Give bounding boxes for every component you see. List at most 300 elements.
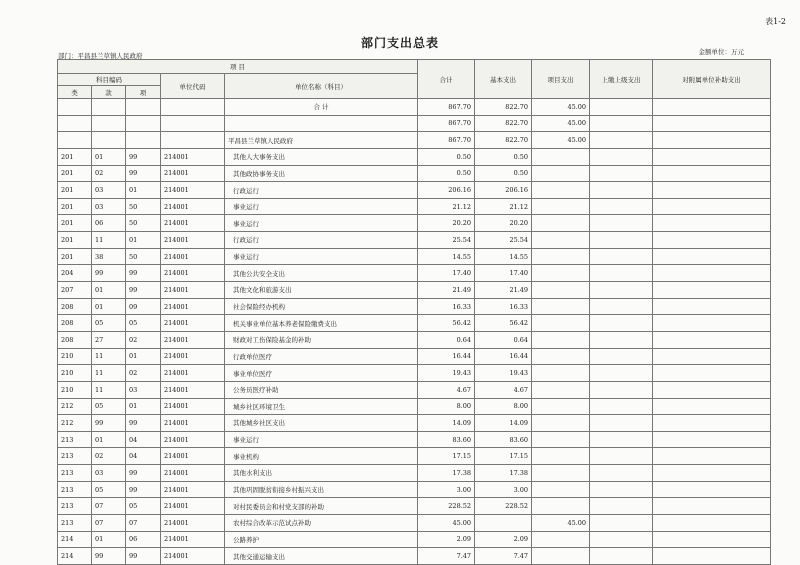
xiang-cell: 04 xyxy=(126,431,161,448)
unit-name-cell: 其他交通运输支出 xyxy=(225,548,418,565)
unit-code-cell: 214001 xyxy=(161,182,225,199)
total-cell: 21.12 xyxy=(418,198,475,215)
upper-pay-cell xyxy=(590,298,653,315)
table-row xyxy=(58,498,771,515)
xiang-cell: 05 xyxy=(126,498,161,515)
total-cell: 17.15 xyxy=(418,448,475,465)
lei-cell xyxy=(58,132,92,149)
basic-cell: 56.42 xyxy=(475,315,532,332)
lei-cell: 213 xyxy=(58,465,92,482)
subsidy-cell xyxy=(653,232,771,249)
project-cell: 45.00 xyxy=(532,132,590,149)
table-row xyxy=(58,381,771,398)
table-row xyxy=(58,481,771,498)
upper-pay-cell xyxy=(590,498,653,515)
total-cell: 206.16 xyxy=(418,182,475,199)
subsidy-cell xyxy=(653,415,771,432)
table-row xyxy=(58,431,771,448)
summary-row xyxy=(58,99,771,116)
basic-cell: 20.20 xyxy=(475,215,532,232)
xiang-cell: 50 xyxy=(126,198,161,215)
lei-cell: 213 xyxy=(58,481,92,498)
xiang-cell: 01 xyxy=(126,398,161,415)
project-cell: 45.00 xyxy=(532,99,590,116)
lei-cell: 201 xyxy=(58,198,92,215)
header-lei: 类 xyxy=(58,86,92,99)
unit-name-cell: 合 计 xyxy=(225,99,418,116)
total-cell: 16.33 xyxy=(418,298,475,315)
xiang-cell: 50 xyxy=(126,248,161,265)
unit-code-cell: 214001 xyxy=(161,148,225,165)
total-cell: 4.67 xyxy=(418,381,475,398)
department-label: 部门：平昌县兰草镇人民政府 xyxy=(58,52,143,60)
lei-cell: 201 xyxy=(58,182,92,199)
header-project: 项 目 xyxy=(58,60,418,74)
unit-name-cell: 其他政协事务支出 xyxy=(225,165,418,182)
lei-cell: 204 xyxy=(58,265,92,282)
project-cell xyxy=(532,381,590,398)
subsidy-cell xyxy=(653,448,771,465)
upper-pay-cell xyxy=(590,282,653,299)
total-cell: 83.60 xyxy=(418,431,475,448)
project-cell xyxy=(532,248,590,265)
unit-name-cell: 事业运行 xyxy=(225,248,418,265)
project-cell xyxy=(532,481,590,498)
xiang-cell: 03 xyxy=(126,381,161,398)
kuan-cell: 07 xyxy=(92,498,126,515)
unit-code-cell xyxy=(161,99,225,116)
subsidy-cell xyxy=(653,132,771,149)
table-row xyxy=(58,265,771,282)
project-cell xyxy=(532,415,590,432)
total-cell: 2.09 xyxy=(418,531,475,548)
unit-name-cell: 城乡社区环境卫生 xyxy=(225,398,418,415)
unit-name-cell: 行政单位医疗 xyxy=(225,348,418,365)
upper-pay-cell xyxy=(590,415,653,432)
kuan-cell: 03 xyxy=(92,182,126,199)
lei-cell: 212 xyxy=(58,415,92,432)
xiang-cell xyxy=(126,115,161,132)
upper-pay-cell xyxy=(590,365,653,382)
lei-cell xyxy=(58,99,92,116)
unit-name-cell: 其他城乡社区支出 xyxy=(225,415,418,432)
subsidy-cell xyxy=(653,431,771,448)
subsidy-cell xyxy=(653,99,771,116)
project-cell xyxy=(532,282,590,299)
unit-code-cell: 214001 xyxy=(161,165,225,182)
lei-cell: 212 xyxy=(58,398,92,415)
upper-pay-cell xyxy=(590,398,653,415)
subsidy-cell xyxy=(653,398,771,415)
project-cell xyxy=(532,265,590,282)
lei-cell: 208 xyxy=(58,315,92,332)
table-row xyxy=(58,415,771,432)
subsidy-cell xyxy=(653,298,771,315)
lei-cell: 201 xyxy=(58,165,92,182)
subsidy-cell xyxy=(653,365,771,382)
unit-name-cell: 公路养护 xyxy=(225,531,418,548)
unit-code-cell: 214001 xyxy=(161,498,225,515)
xiang-cell xyxy=(126,99,161,116)
total-cell: 228.52 xyxy=(418,498,475,515)
lei-cell: 210 xyxy=(58,348,92,365)
unit-code-cell: 214001 xyxy=(161,198,225,215)
upper-pay-cell xyxy=(590,515,653,532)
unit-name-cell: 公务员医疗补助 xyxy=(225,381,418,398)
subsidy-cell xyxy=(653,531,771,548)
unit-name-cell: 其他人大事务支出 xyxy=(225,148,418,165)
upper-pay-cell xyxy=(590,248,653,265)
upper-pay-cell xyxy=(590,165,653,182)
subsidy-cell xyxy=(653,548,771,565)
project-cell xyxy=(532,165,590,182)
unit-name-cell: 事业运行 xyxy=(225,215,418,232)
unit-name-cell: 事业运行 xyxy=(225,198,418,215)
basic-cell: 822.70 xyxy=(475,115,532,132)
unit-code-cell: 214001 xyxy=(161,481,225,498)
table-row xyxy=(58,365,771,382)
table-row xyxy=(58,232,771,249)
unit-code-cell: 214001 xyxy=(161,348,225,365)
table-row xyxy=(58,198,771,215)
project-cell xyxy=(532,215,590,232)
lei-cell: 213 xyxy=(58,498,92,515)
upper-pay-cell xyxy=(590,431,653,448)
basic-cell xyxy=(475,515,532,532)
xiang-cell: 01 xyxy=(126,232,161,249)
total-cell: 8.00 xyxy=(418,398,475,415)
xiang-cell: 99 xyxy=(126,282,161,299)
kuan-cell: 01 xyxy=(92,531,126,548)
summary-row xyxy=(58,115,771,132)
table-row xyxy=(58,531,771,548)
subsidy-cell xyxy=(653,198,771,215)
unit-label: 金额单位：万元 xyxy=(698,48,744,56)
unit-name-cell: 农村综合改革示范试点补助 xyxy=(225,515,418,532)
unit-code-cell: 214001 xyxy=(161,548,225,565)
expenditure-table xyxy=(57,59,771,565)
upper-pay-cell xyxy=(590,548,653,565)
xiang-cell: 01 xyxy=(126,182,161,199)
lei-cell: 201 xyxy=(58,148,92,165)
kuan-cell: 11 xyxy=(92,365,126,382)
unit-name-cell: 其他水利支出 xyxy=(225,465,418,482)
unit-code-cell: 214001 xyxy=(161,448,225,465)
upper-pay-cell xyxy=(590,115,653,132)
upper-pay-cell xyxy=(590,381,653,398)
basic-cell: 17.15 xyxy=(475,448,532,465)
subsidy-cell xyxy=(653,481,771,498)
subsidy-cell xyxy=(653,165,771,182)
project-cell xyxy=(532,348,590,365)
kuan-cell: 11 xyxy=(92,232,126,249)
unit-name-cell: 社会保险经办机构 xyxy=(225,298,418,315)
unit-code-cell: 214001 xyxy=(161,465,225,482)
unit-name-cell: 对村民委员会和村党支部的补助 xyxy=(225,498,418,515)
lei-cell: 208 xyxy=(58,331,92,348)
unit-code-cell: 214001 xyxy=(161,248,225,265)
subsidy-cell xyxy=(653,381,771,398)
lei-cell: 210 xyxy=(58,365,92,382)
table-row xyxy=(58,148,771,165)
unit-code-cell: 214001 xyxy=(161,298,225,315)
basic-cell: 21.12 xyxy=(475,198,532,215)
basic-cell: 0.64 xyxy=(475,331,532,348)
kuan-cell: 05 xyxy=(92,481,126,498)
total-cell: 0.50 xyxy=(418,148,475,165)
total-cell: 14.09 xyxy=(418,415,475,432)
unit-code-cell: 214001 xyxy=(161,331,225,348)
project-cell xyxy=(532,465,590,482)
basic-cell: 8.00 xyxy=(475,398,532,415)
unit-code-cell: 214001 xyxy=(161,215,225,232)
basic-cell: 14.09 xyxy=(475,415,532,432)
upper-pay-cell xyxy=(590,198,653,215)
project-cell xyxy=(532,298,590,315)
header-unit-name: 单位名称（科目） xyxy=(225,74,418,99)
basic-cell: 228.52 xyxy=(475,498,532,515)
total-cell: 16.44 xyxy=(418,348,475,365)
kuan-cell: 11 xyxy=(92,381,126,398)
upper-pay-cell xyxy=(590,99,653,116)
upper-pay-cell xyxy=(590,531,653,548)
kuan-cell: 01 xyxy=(92,148,126,165)
table-row xyxy=(58,548,771,565)
project-cell: 45.00 xyxy=(532,515,590,532)
upper-pay-cell xyxy=(590,465,653,482)
kuan-cell: 01 xyxy=(92,282,126,299)
total-cell: 867.70 xyxy=(418,99,475,116)
unit-name-cell: 事业机构 xyxy=(225,448,418,465)
unit-code-cell xyxy=(161,115,225,132)
basic-cell: 0.50 xyxy=(475,165,532,182)
project-cell xyxy=(532,498,590,515)
kuan-cell xyxy=(92,99,126,116)
table-row xyxy=(58,215,771,232)
basic-cell: 206.16 xyxy=(475,182,532,199)
total-cell: 17.40 xyxy=(418,265,475,282)
kuan-cell: 05 xyxy=(92,315,126,332)
upper-pay-cell xyxy=(590,132,653,149)
upper-pay-cell xyxy=(590,315,653,332)
table-row xyxy=(58,448,771,465)
subsidy-cell xyxy=(653,248,771,265)
unit-name-cell: 其他公共安全支出 xyxy=(225,265,418,282)
lei-cell: 210 xyxy=(58,381,92,398)
upper-pay-cell xyxy=(590,232,653,249)
lei-cell: 201 xyxy=(58,215,92,232)
subsidy-cell xyxy=(653,282,771,299)
upper-pay-cell xyxy=(590,215,653,232)
project-cell xyxy=(532,148,590,165)
xiang-cell: 99 xyxy=(126,265,161,282)
kuan-cell: 06 xyxy=(92,215,126,232)
project-cell xyxy=(532,331,590,348)
basic-cell: 822.70 xyxy=(475,99,532,116)
kuan-cell: 02 xyxy=(92,165,126,182)
project-cell xyxy=(532,431,590,448)
upper-pay-cell xyxy=(590,182,653,199)
unit-code-cell: 214001 xyxy=(161,531,225,548)
unit-name-cell xyxy=(225,115,418,132)
table-row xyxy=(58,248,771,265)
unit-code-cell: 214001 xyxy=(161,431,225,448)
kuan-cell: 99 xyxy=(92,265,126,282)
kuan-cell: 99 xyxy=(92,548,126,565)
subsidy-cell xyxy=(653,182,771,199)
header-project-expense: 项目支出 xyxy=(532,60,590,99)
subsidy-cell xyxy=(653,265,771,282)
table-row xyxy=(58,282,771,299)
unit-code-cell: 214001 xyxy=(161,265,225,282)
xiang-cell: 09 xyxy=(126,298,161,315)
table-row xyxy=(58,331,771,348)
lei-cell: 207 xyxy=(58,282,92,299)
subsidy-cell xyxy=(653,115,771,132)
basic-cell: 3.00 xyxy=(475,481,532,498)
xiang-cell: 05 xyxy=(126,315,161,332)
total-cell: 45.00 xyxy=(418,515,475,532)
basic-cell: 2.09 xyxy=(475,531,532,548)
project-cell xyxy=(532,315,590,332)
basic-cell: 4.67 xyxy=(475,381,532,398)
kuan-cell xyxy=(92,132,126,149)
xiang-cell: 07 xyxy=(126,515,161,532)
subsidy-cell xyxy=(653,315,771,332)
header-unit-code: 单位代码 xyxy=(161,74,225,99)
xiang-cell: 99 xyxy=(126,415,161,432)
lei-cell: 201 xyxy=(58,232,92,249)
xiang-cell: 01 xyxy=(126,348,161,365)
subsidy-cell xyxy=(653,515,771,532)
unit-name-cell: 事业运行 xyxy=(225,431,418,448)
upper-pay-cell xyxy=(590,481,653,498)
unit-code-cell: 214001 xyxy=(161,232,225,249)
unit-name-cell: 财政对工伤保险基金的补助 xyxy=(225,331,418,348)
kuan-cell: 11 xyxy=(92,348,126,365)
header-upper-pay: 上缴上级支出 xyxy=(590,60,653,99)
kuan-cell: 38 xyxy=(92,248,126,265)
project-cell xyxy=(532,531,590,548)
unit-code-cell: 214001 xyxy=(161,398,225,415)
total-cell: 7.47 xyxy=(418,548,475,565)
project-cell xyxy=(532,398,590,415)
upper-pay-cell xyxy=(590,148,653,165)
upper-pay-cell xyxy=(590,448,653,465)
total-cell: 867.70 xyxy=(418,115,475,132)
table-row xyxy=(58,165,771,182)
kuan-cell: 05 xyxy=(92,398,126,415)
table-row xyxy=(58,315,771,332)
table-row xyxy=(58,398,771,415)
header-xiang: 项 xyxy=(126,86,161,99)
lei-cell: 213 xyxy=(58,431,92,448)
total-cell: 14.55 xyxy=(418,248,475,265)
project-cell xyxy=(532,548,590,565)
project-cell xyxy=(532,198,590,215)
basic-cell: 25.54 xyxy=(475,232,532,249)
basic-cell: 19.43 xyxy=(475,365,532,382)
total-cell: 17.38 xyxy=(418,465,475,482)
total-cell: 3.00 xyxy=(418,481,475,498)
subsidy-cell xyxy=(653,331,771,348)
upper-pay-cell xyxy=(590,348,653,365)
kuan-cell: 27 xyxy=(92,331,126,348)
unit-name-cell: 平昌县兰草镇人民政府 xyxy=(225,132,418,149)
subsidy-cell xyxy=(653,465,771,482)
xiang-cell: 02 xyxy=(126,365,161,382)
unit-code-cell: 214001 xyxy=(161,381,225,398)
xiang-cell: 04 xyxy=(126,448,161,465)
subsidy-cell xyxy=(653,348,771,365)
unit-name-cell: 事业单位医疗 xyxy=(225,365,418,382)
kuan-cell xyxy=(92,115,126,132)
subsidy-cell xyxy=(653,148,771,165)
xiang-cell: 50 xyxy=(126,215,161,232)
xiang-cell: 99 xyxy=(126,465,161,482)
project-cell: 45.00 xyxy=(532,115,590,132)
kuan-cell: 01 xyxy=(92,298,126,315)
unit-name-cell: 其他文化和旅游支出 xyxy=(225,282,418,299)
header-kuan: 款 xyxy=(92,86,126,99)
unit-name-cell: 行政运行 xyxy=(225,182,418,199)
xiang-cell xyxy=(126,132,161,149)
basic-cell: 822.70 xyxy=(475,132,532,149)
xiang-cell: 99 xyxy=(126,548,161,565)
total-cell: 867.70 xyxy=(418,132,475,149)
unit-name-cell: 机关事业单位基本养老保险缴费支出 xyxy=(225,315,418,332)
lei-cell xyxy=(58,115,92,132)
basic-cell: 0.50 xyxy=(475,148,532,165)
project-cell xyxy=(532,448,590,465)
unit-code-cell: 214001 xyxy=(161,282,225,299)
table-row xyxy=(58,298,771,315)
kuan-cell: 07 xyxy=(92,515,126,532)
lei-cell: 214 xyxy=(58,531,92,548)
unit-name-cell: 行政运行 xyxy=(225,232,418,249)
kuan-cell: 03 xyxy=(92,198,126,215)
total-cell: 0.64 xyxy=(418,331,475,348)
kuan-cell: 01 xyxy=(92,431,126,448)
kuan-cell: 03 xyxy=(92,465,126,482)
table-row xyxy=(58,465,771,482)
xiang-cell: 99 xyxy=(126,165,161,182)
xiang-cell: 06 xyxy=(126,531,161,548)
basic-cell: 7.47 xyxy=(475,548,532,565)
basic-cell: 16.44 xyxy=(475,348,532,365)
lei-cell: 213 xyxy=(58,448,92,465)
lei-cell: 213 xyxy=(58,515,92,532)
lei-cell: 208 xyxy=(58,298,92,315)
header-subject-code: 科目编码 xyxy=(58,74,161,86)
lei-cell: 201 xyxy=(58,248,92,265)
unit-code-cell: 214001 xyxy=(161,515,225,532)
project-cell xyxy=(532,182,590,199)
table-number: 表1-2 xyxy=(765,17,786,26)
xiang-cell: 99 xyxy=(126,481,161,498)
table-row xyxy=(58,515,771,532)
total-cell: 56.42 xyxy=(418,315,475,332)
header-total: 合计 xyxy=(418,60,475,99)
project-cell xyxy=(532,232,590,249)
header-basic: 基本支出 xyxy=(475,60,532,99)
basic-cell: 83.60 xyxy=(475,431,532,448)
subsidy-cell xyxy=(653,215,771,232)
total-cell: 20.20 xyxy=(418,215,475,232)
unit-code-cell: 214001 xyxy=(161,315,225,332)
upper-pay-cell xyxy=(590,265,653,282)
unit-code-cell: 214001 xyxy=(161,415,225,432)
